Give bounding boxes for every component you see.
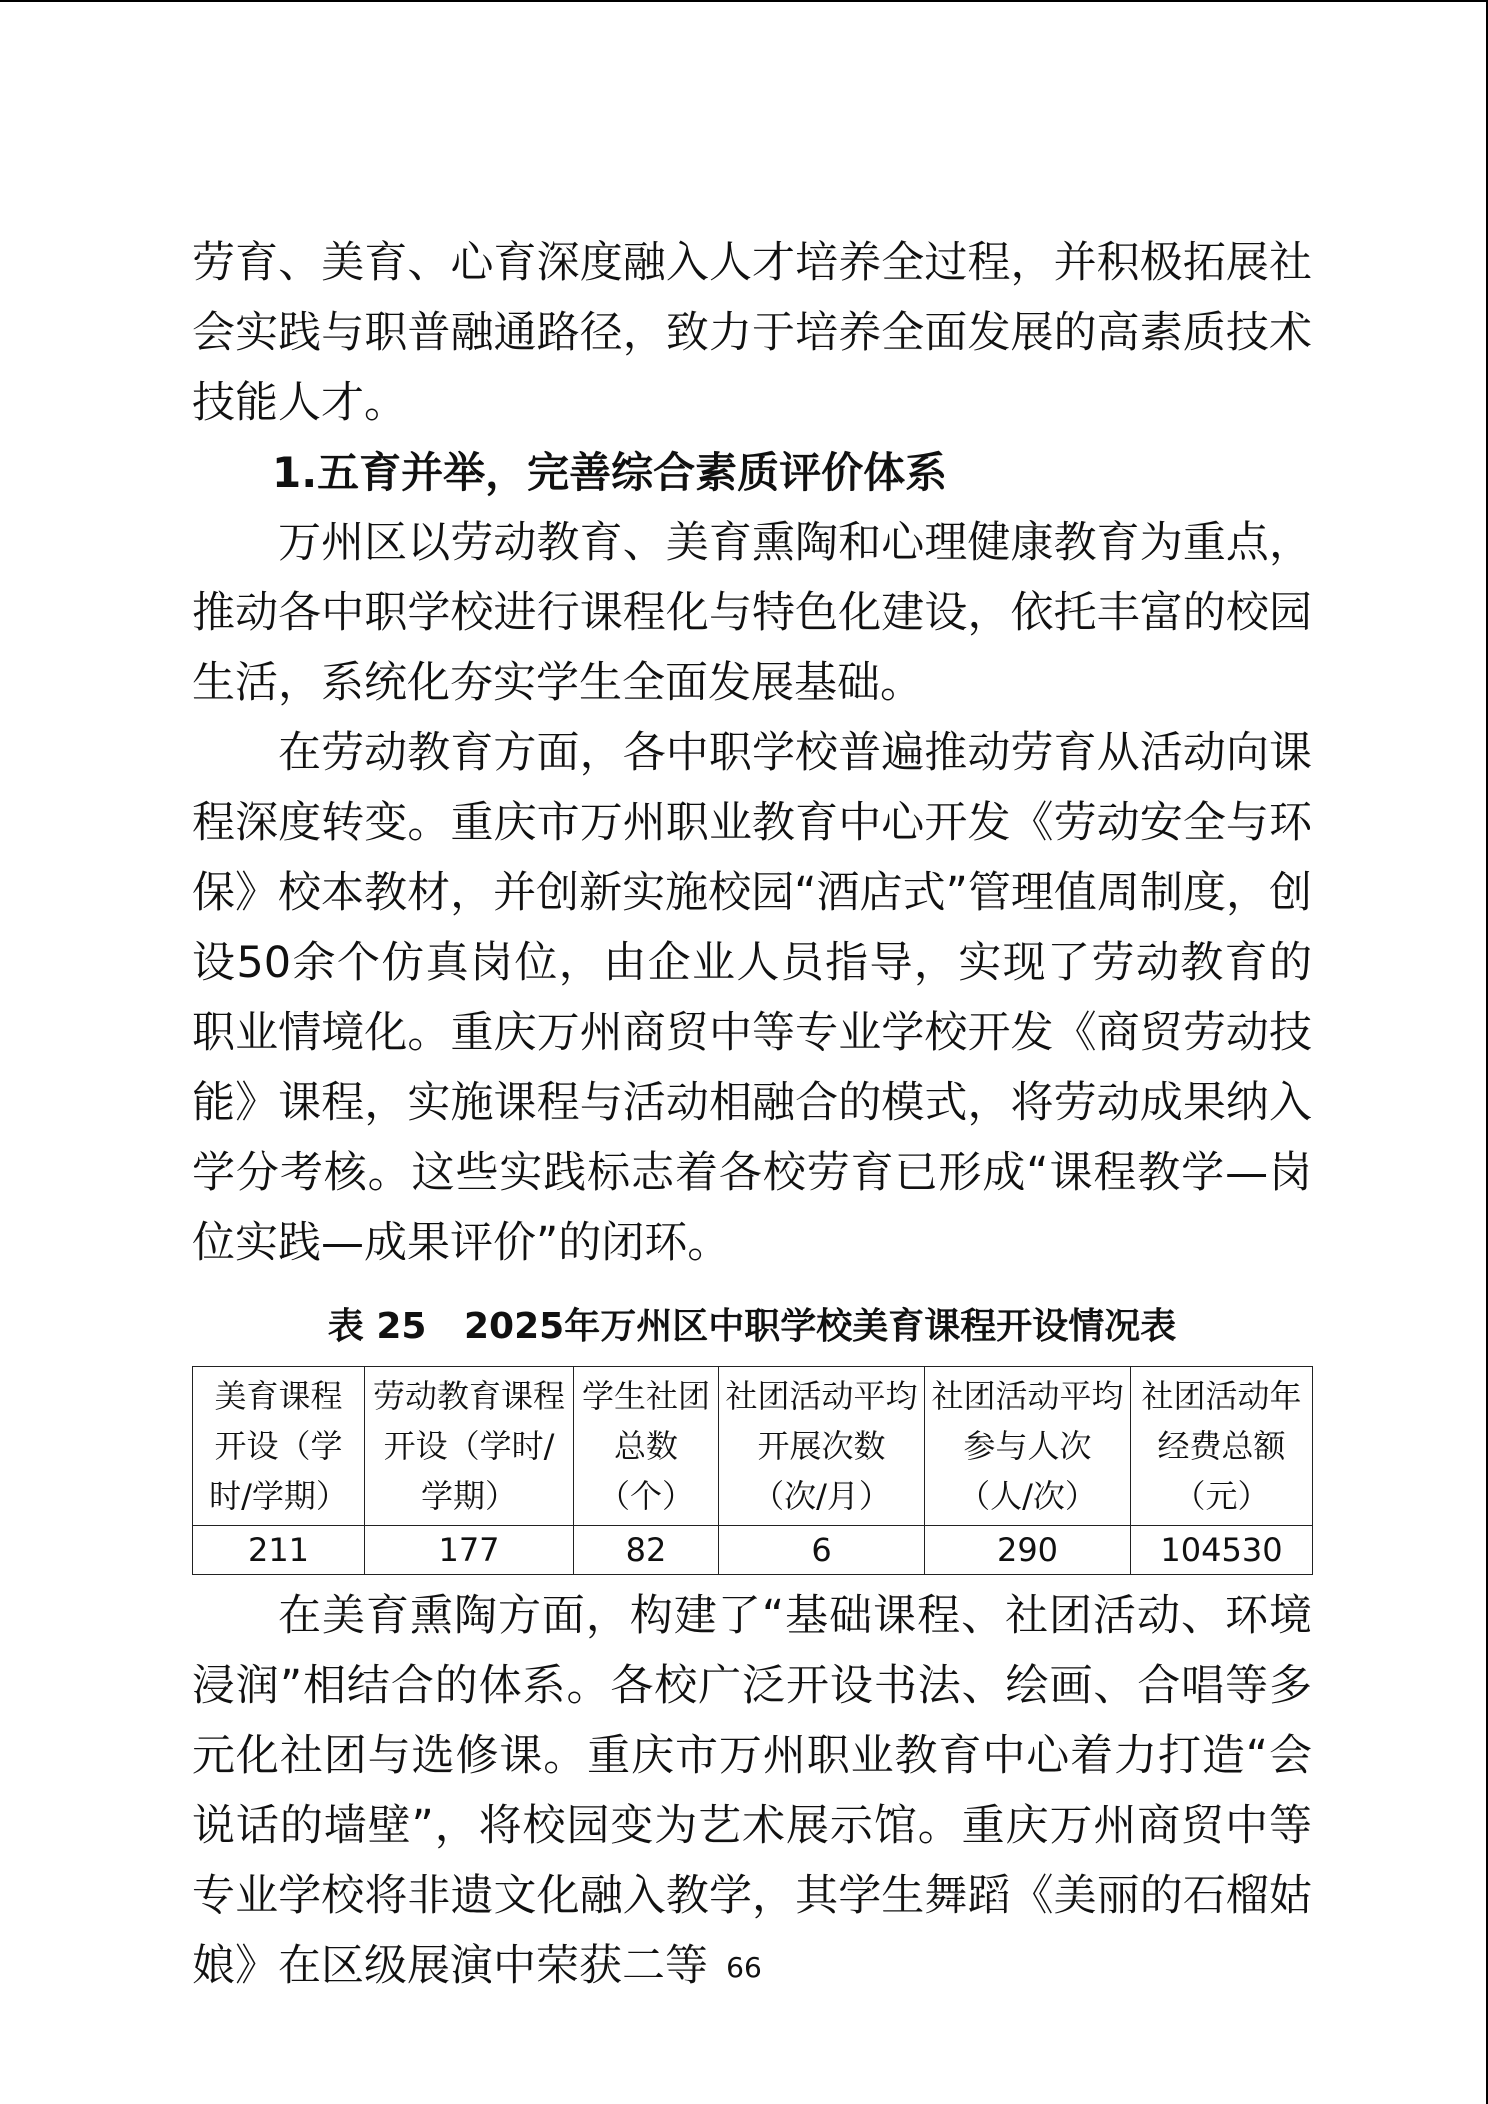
paragraph-overview: 万州区以劳动教育、美育熏陶和心理健康教育为重点，推动各中职学校进行课程化与特色化建设，依托丰富的校园生活，系统化夯实学生全面发展基础。 bbox=[192, 518, 1312, 708]
table-cell: 177 bbox=[365, 1526, 574, 1575]
table-caption: 表 25 2025年万州区中职学校美育课程开设情况表 bbox=[327, 1306, 1177, 1347]
page-number: 66 bbox=[726, 1951, 762, 1984]
table-cell: 290 bbox=[925, 1526, 1131, 1575]
table-header-cell: 社团活动年经费总额（元） bbox=[1131, 1367, 1313, 1526]
table-header-cell: 学生社团总数（个） bbox=[574, 1367, 719, 1526]
table-row bbox=[193, 1526, 1313, 1575]
table-cell: 211 bbox=[193, 1526, 365, 1575]
paragraph-labor-education: 在劳动教育方面，各中职学校普遍推动劳育从活动向课程深度转变。重庆市万州职业教育中心开发《劳动安全与环保》校本教材，并创新实施校园“酒店式”管理值周制度，创设50余个仿真岗位，由企业人员指导，实现了劳动教育的职业情境化。重庆万州商贸中等专业学校开发《商贸劳动技能》课程，实施课程与活动相融合的模式，将劳动成果纳入学分考核。这些实践标志着各校劳育已形成“课程教学—岗位实践—成果评价”的闭环。 bbox=[192, 728, 1312, 1268]
table-cell: 6 bbox=[719, 1526, 925, 1575]
paragraph-aesthetic-education: 在美育熏陶方面，构建了“基础课程、社团活动、环境浸润”相结合的体系。各校广泛开设书法、绘画、合唱等多元化社团与选修课。重庆市万州职业教育中心着力打造“会说话的墙壁”，将校园变为艺术展示馆。重庆万州商贸中等专业学校将非遗文化融入教学，其学生舞蹈《美丽的石榴姑娘》在区级展演中荣获二等 bbox=[192, 1591, 1312, 1991]
table-header-cell: 社团活动平均开展次数（次/月） bbox=[719, 1367, 925, 1526]
table-cell: 104530 bbox=[1131, 1526, 1313, 1575]
aesthetic-education-table bbox=[192, 1366, 1313, 1575]
section-heading: 1.五育并举，完善综合素质评价体系 bbox=[272, 448, 948, 497]
table-header-cell: 美育课程开设（学时/学期） bbox=[193, 1367, 365, 1526]
table-header-row bbox=[193, 1367, 1313, 1526]
table-header-cell: 劳动教育课程开设（学时/学期） bbox=[365, 1367, 574, 1526]
document-body bbox=[192, 228, 1312, 2001]
table-header-cell: 社团活动平均参与人次（人/次） bbox=[925, 1367, 1131, 1526]
paragraph-intro: 劳育、美育、心育深度融入人才培养全过程，并积极拓展社会实践与职普融通路径，致力于培养全面发展的高素质技术技能人才。 bbox=[192, 238, 1312, 428]
table-cell: 82 bbox=[574, 1526, 719, 1575]
